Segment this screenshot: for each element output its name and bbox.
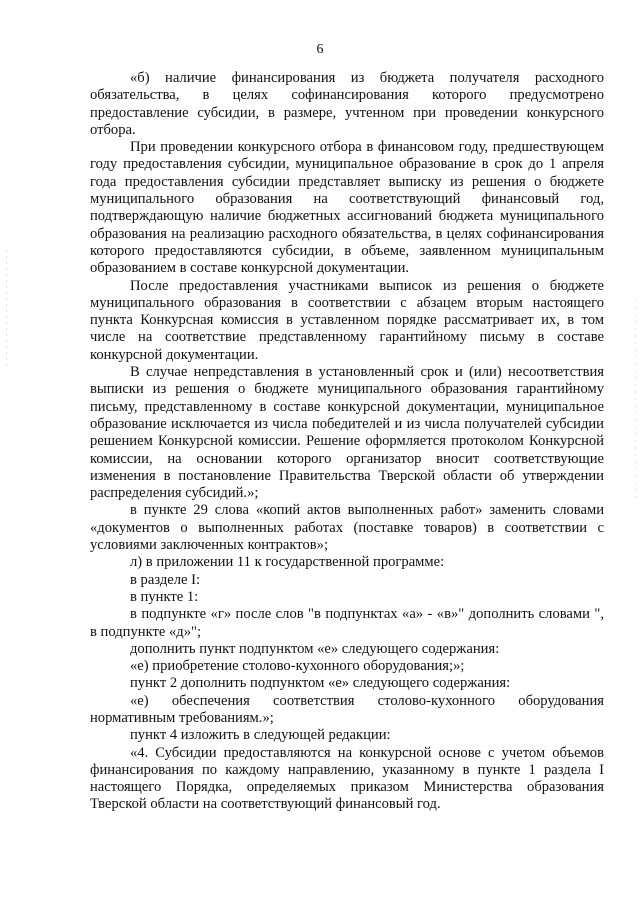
scan-artifact-left — [6, 250, 7, 370]
paragraph-item-4-text: «4. Субсидии предоставляются на конкурсной основе с учетом объемов финансирования по каждому направлению, указанному в пункте 1 раздела I настоящего Порядка, определяемых приказом Министерства образования Тверской области на соответствующий финансовый год. — [90, 744, 604, 813]
paragraph-non-submission: В случае непредставления в установленный срок и (или) несоответствия выписки из решения о бюджете муниципального образования гарантийному письму, представленному в составе конкурсной документации, муниципальное образование исключается из числа победителей и из числа получателей субсидии решением Конкурсной комиссии. Решение оформляется протоколом Конкурсной комиссии, на основании которого организатор вносит соответствующие изменения в постановление Правительства Тверской области об утверждении распределения субсидий.»; — [90, 364, 604, 502]
paragraph-financing-availability: «б) наличие финансирования из бюджета получателя расходного обязательства, в целях софинансирования которого предусмотрено предоставление субсидии, в размере, учтенном при проведении конкурсного отбора. — [90, 70, 604, 138]
paragraph-item-1: в пункте 1: — [130, 588, 199, 605]
document-body — [90, 70, 604, 814]
scan-artifact-right — [635, 300, 636, 500]
paragraph-item-4: пункт 4 изложить в следующей редакции: — [130, 727, 391, 744]
paragraph-item-2: пункт 2 дополнить подпунктом «е» следующего содержания: — [130, 675, 511, 692]
paragraph-subitem-e-compliance: «е) обеспечения соответствия столово-кухонного оборудования нормативным требованиям.»; — [90, 692, 604, 726]
paragraph-item-29: в пункте 29 слова «копий актов выполненных работ» заменить словами «документов о выполненных работах (поставке товаров) в соответствии с условиями заключенных контрактов»; — [90, 502, 604, 554]
paragraph-subitem-g: в подпункте «г» после слов "в подпунктах «а» - «в»" дополнить словами ", в подпункте «д»"; — [90, 606, 604, 640]
paragraph-extracts-review: После предоставления участниками выписок из решения о бюджете муниципального образования в соответствии с абзацем вторым настоящего пункта Конкурсная комиссия в уставленном порядке рассматривает их, в том числе на соответствие представленному гарантийному письму в составе конкурсной документации. — [90, 277, 604, 363]
page-number: 6 — [316, 42, 324, 57]
paragraph-appendix-11: л) в приложении 11 к государственной программе: — [130, 554, 445, 571]
paragraph-add-subitem-e: дополнить пункт подпунктом «е» следующего содержания: — [130, 640, 500, 657]
paragraph-competitive-selection: При проведении конкурсного отбора в финансовом году, предшествующем году предоставления субсидии, муниципальное образование в срок до 1 апреля года предоставления субсидии представляет выписку из решения о бюджете муниципального образования на соответствующий финансовый год, подтверждающую наличие бюджетных ассигнований бюджета муниципального образования на реализацию расходного обязательства, в целях софинансирования которого предоставляются субсидии, в объеме, заявленном муниципальным образованием в составе конкурсной документации. — [90, 139, 604, 277]
paragraph-subitem-e-equipment: «е) приобретение столово-кухонного оборудования;»; — [130, 658, 465, 675]
paragraph-section-1: в разделе I: — [130, 571, 201, 588]
